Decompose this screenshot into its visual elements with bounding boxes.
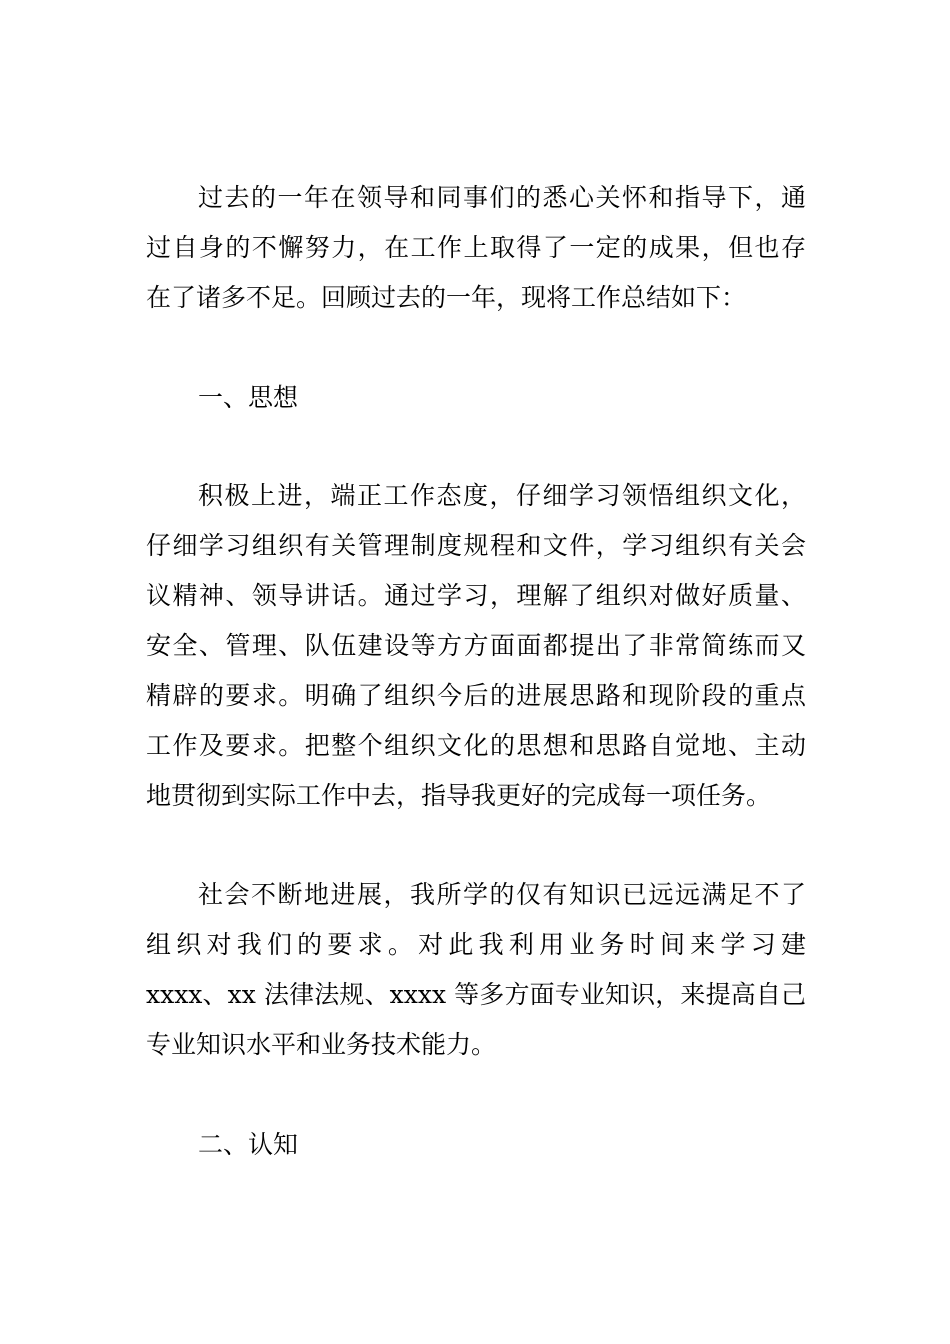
intro-line: 过自身的不懈努力，在工作上取得了一定的成果，但也存	[146, 233, 806, 262]
paragraph-line: 专业知识水平和业务技术能力。	[146, 1030, 497, 1059]
paragraph-line: 组织对我们的要求。对此我利用业务时间来学习建	[146, 930, 806, 959]
intro-line: 过去的一年在领导和同事们的悉心关怀和指导下，通	[198, 183, 806, 212]
section-heading-cognition: 二、认知	[198, 1130, 299, 1159]
thought-paragraph-2	[146, 870, 806, 1070]
paragraph-line: 工作及要求。把整个组织文化的思想和思路自觉地、主动	[146, 731, 806, 760]
section-heading-thought: 一、思想	[198, 383, 299, 412]
paragraph-line: 积极上进，端正工作态度，仔细学习领悟组织文化，	[198, 481, 806, 510]
paragraph-line: 地贯彻到实际工作中去，指导我更好的完成每一项任务。	[146, 781, 772, 810]
intro-line: 在了诸多不足。回顾过去的一年，现将工作总结如下：	[146, 283, 747, 312]
paragraph-line: 议精神、领导讲话。通过学习，理解了组织对做好质量、	[146, 581, 806, 610]
document-page	[146, 0, 806, 1344]
intro-paragraph	[146, 173, 806, 323]
paragraph-line: 精辟的要求。明确了组织今后的进展思路和现阶段的重点	[146, 681, 806, 710]
paragraph-line: 社会不断地进展，我所学的仅有知识已远远满足不了	[198, 880, 806, 909]
paragraph-line: 安全、管理、队伍建设等方方面面都提出了非常简练而又	[146, 631, 806, 660]
paragraph-line: xxxx、xx 法律法规、xxxx 等多方面专业知识，来提高自己	[146, 980, 806, 1009]
paragraph-line: 仔细学习组织有关管理制度规程和文件，学习组织有关会	[146, 531, 806, 560]
thought-paragraph-1	[146, 471, 806, 821]
